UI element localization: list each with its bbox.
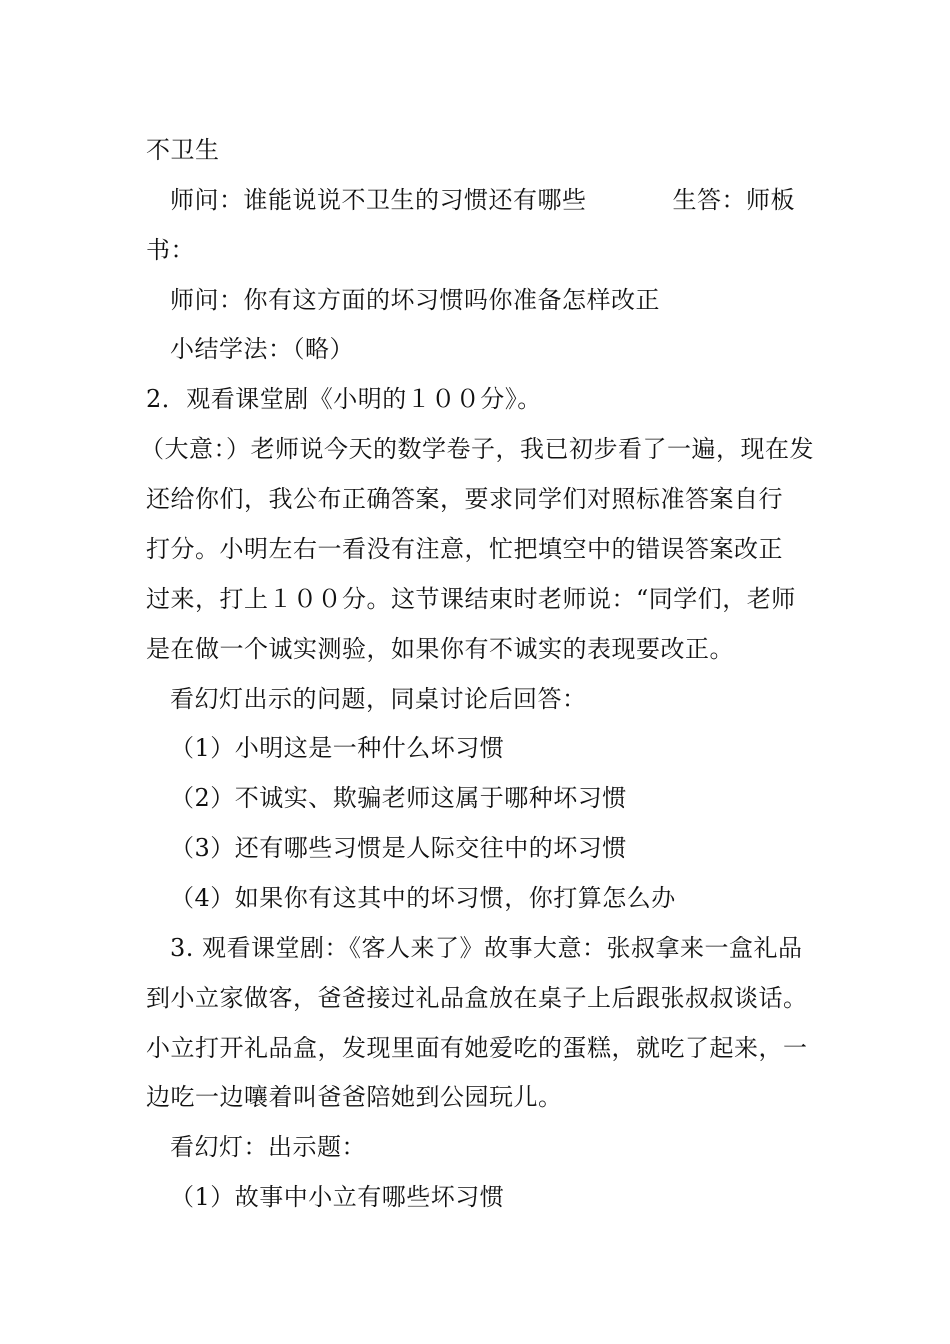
section-heading: 2．观看课堂剧《小明的１００分》。 — [146, 385, 542, 413]
text-line: 还给你们，我公布正确答案，要求同学们对照标准答案自行 — [146, 485, 783, 513]
list-item: （2）不诚实、欺骗老师这属于哪种坏习惯 — [170, 784, 627, 812]
list-item: （1）故事中小立有哪些坏习惯 — [170, 1183, 505, 1211]
text-line: 师问：你有这方面的坏习惯吗你准备怎样改正 — [170, 286, 660, 314]
text-line: 过来，打上１００分。这节课结束时老师说：“同学们，老师 — [146, 585, 796, 613]
text-line: 边吃一边嚷着叫爸爸陪她到公园玩儿。 — [146, 1083, 563, 1111]
list-item: （4）如果你有这其中的坏习惯，你打算怎么办 — [170, 884, 676, 912]
section-heading: 3. 观看课堂剧：《客人来了》故事大意：张叔拿来一盒礼品 — [170, 934, 803, 962]
text-line: 不卫生 — [146, 136, 220, 164]
text-line: 小立打开礼品盒，发现里面有她爱吃的蛋糕，就吃了起来，一 — [146, 1034, 808, 1062]
text-line: 看幻灯出示的问题，同桌讨论后回答： — [170, 685, 587, 713]
text-line: 小结学法：（略） — [170, 335, 354, 363]
text-line — [170, 185, 795, 215]
text-line: 到小立家做客，爸爸接过礼品盒放在桌子上后跟张叔叔谈话。 — [146, 984, 808, 1012]
text-line: 打分。小明左右一看没有注意，忙把填空中的错误答案改正 — [146, 535, 783, 563]
list-item: （1）小明这是一种什么坏习惯 — [170, 734, 505, 762]
text-line: 是在做一个诚实测验，如果你有不诚实的表现要改正。 — [146, 635, 734, 663]
text-line: 书： — [146, 236, 195, 264]
text-line: （大意：）老师说今天的数学卷子，我已初步看了一遍，现在发 — [140, 435, 814, 463]
text-line: 看幻灯：出示题： — [170, 1133, 366, 1161]
student-answer: 生答：师板 — [672, 186, 795, 214]
list-item: （3）还有哪些习惯是人际交往中的坏习惯 — [170, 834, 627, 862]
teacher-question: 师问：谁能说说不卫生的习惯还有哪些 — [170, 186, 587, 214]
